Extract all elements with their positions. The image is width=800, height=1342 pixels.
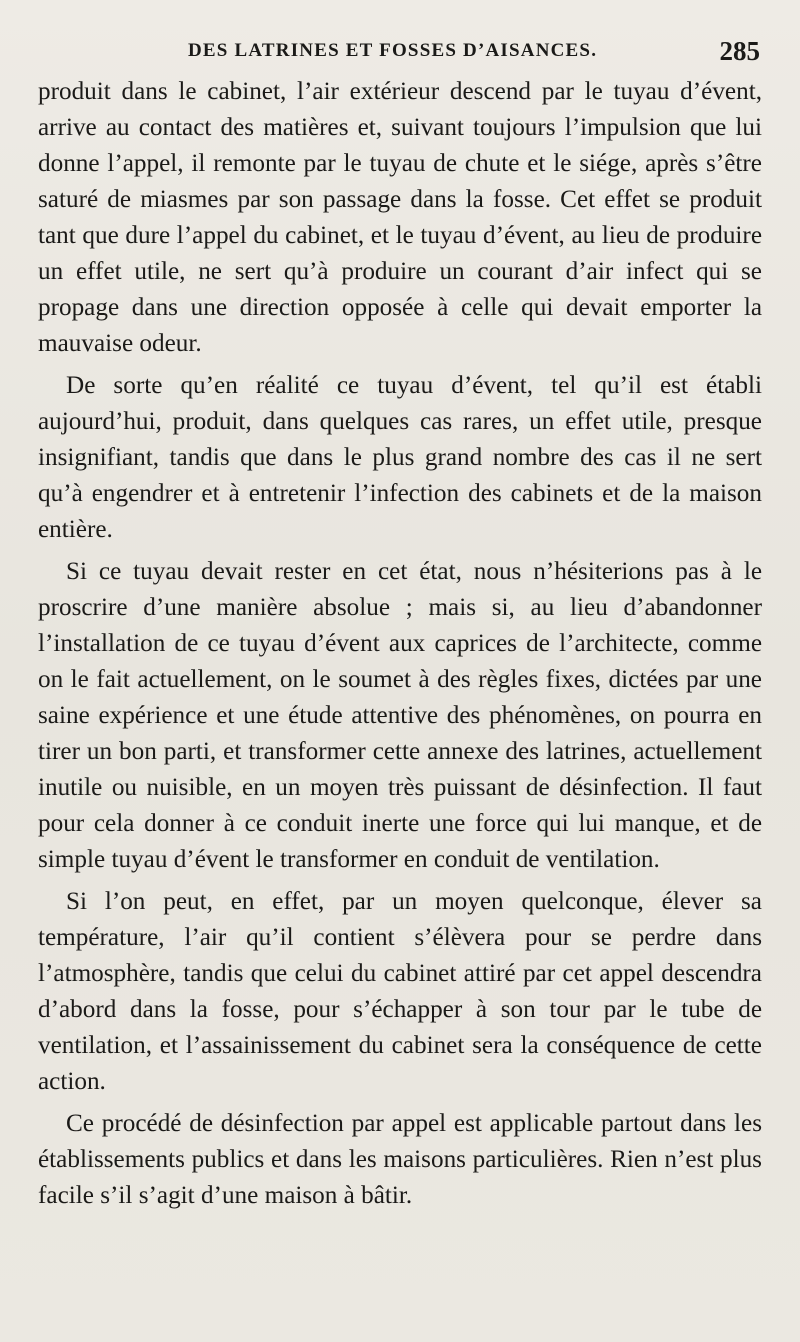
paragraph-2: De sorte qu’en réalité ce tuyau d’évent, tel qu’il est établi aujourd’hui, produit, dans quelques cas rares, un effet utile, presque insignifiant, tandis que dans le plus grand nombre des cas il ne sert qu’à engendrer et à entretenir l’infection des cabinets et de la maison entière.: [38, 372, 762, 543]
paragraph-3: Si ce tuyau devait rester en cet état, nous n’hésiterions pas à le proscrire d’une manière absolue ; mais si, au lieu d’abandonner l’installation de ce tuyau d’évent aux caprices de l’architecte, comme on le fait actuellement, on le soumet à des règles fixes, dictées par une saine expérience et une étude attentive des phénomènes, on pourra en tirer un bon parti, et transformer cette annexe des latrines, actuellement inutile ou nuisible, en un moyen très puissant de désinfection. Il faut pour cela donner à ce conduit inerte une force qui lui manque, et de simple tuyau d’évent le transformer en conduit de ventilation.: [38, 558, 762, 873]
paragraph-1: produit dans le cabinet, l’air extérieur descend par le tuyau d’évent, arrive au contact des matières et, suivant toujours l’impulsion que lui donne l’appel, il remonte par le tuyau de chute et le siége, après s’être saturé de miasmes par son passage dans la fosse. Cet effet se produit tant que dure l’appel du cabinet, et le tuyau d’évent, au lieu de produire un effet utile, ne sert qu’à produire un courant d’air infect qui se propage dans une direction opposée à celle qui devait emporter la mauvaise odeur.: [38, 78, 762, 357]
page-number: 285: [719, 36, 760, 66]
page-header: [38, 38, 766, 72]
body-text: [38, 74, 762, 1214]
paragraph-4: Si l’on peut, en effet, par un moyen quelconque, élever sa température, l’air qu’il contient s’élèvera pour se perdre dans l’atmosphère, tandis que celui du cabinet attiré par cet appel descendra d’abord dans la fosse, pour s’échapper à son tour par le tube de ventilation, et l’assainissement du cabinet sera la conséquence de cette action.: [38, 888, 762, 1095]
running-title: DES LATRINES ET FOSSES D’AISANCES.: [188, 40, 598, 61]
paragraph-5: Ce procédé de désinfection par appel est applicable partout dans les établissements publics et dans les maisons particulières. Rien n’est plus facile s’il s’agit d’une maison à bâtir.: [38, 1110, 762, 1209]
